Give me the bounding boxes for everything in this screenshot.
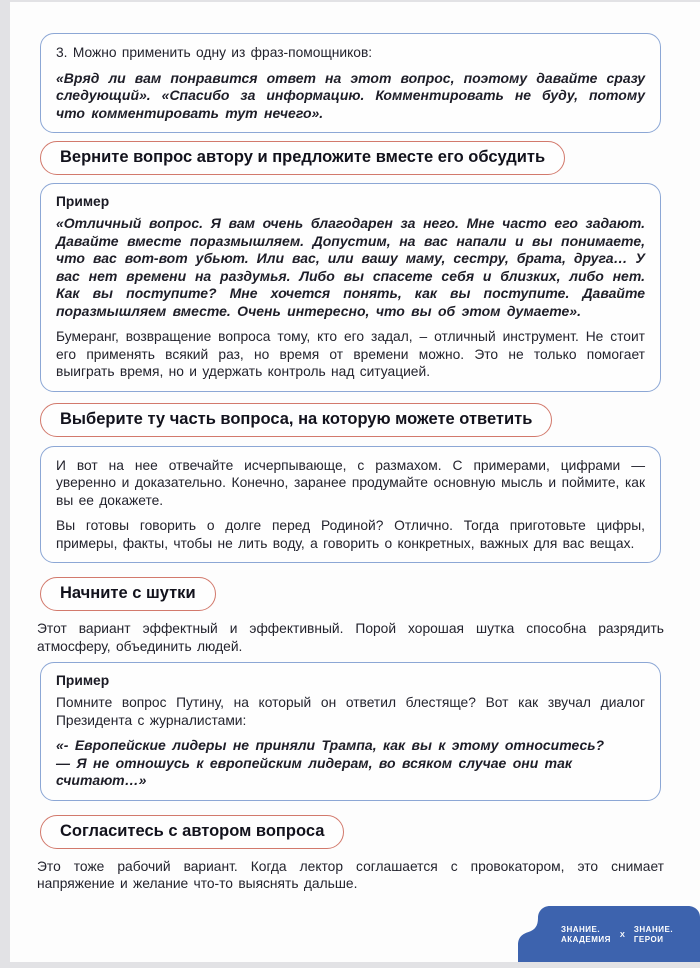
example-box-return-question: [40, 183, 661, 392]
section-title-text: Согласитесь с автором вопроса: [60, 821, 325, 840]
joke-dialog: [56, 737, 645, 790]
joke-example-intro: Помните вопрос Путину, на который он ответил блестяще? Вот как звучал диалог Президента с журналистами:: [56, 695, 645, 728]
phrase-helpers-box: [40, 33, 661, 133]
boomerang-comment: Бумеранг, возвращение вопроса тому, кто его задал, – отличный инструмент. Не стоит его применять всякий раз, но время от времени можно. Это не только помогает выиграть время, но и удержать контроль над ситуацией.: [56, 329, 645, 379]
answer-part-box: [40, 446, 661, 564]
answer-part-para1: И вот на нее отвечайте исчерпывающе, с размахом. С примерами, цифрами — уверенно и доказательно. Конечно, заранее продумайте основную мысль и поймите, как вы ее докажете.: [56, 457, 645, 508]
brand-line: АКАДЕМИЯ: [560, 934, 611, 944]
section-title-agree: [40, 815, 344, 849]
section-title-joke: [40, 577, 216, 611]
dialog-line-1: «- Европейские лидеры не приняли Трампа, как вы к этому относитесь?: [56, 737, 605, 753]
joke-paragraph: Этот вариант эффектный и эффективный. Порой хорошая шутка способна разрядить атмосферу, объединить людей.: [37, 621, 664, 654]
section-title-choose-part: [40, 403, 552, 437]
phrase-helpers-quote: «Вряд ли вам понравится ответ на этот вопрос, поэтому давайте сразу следующий». «Спасибо за информацию. Комментировать не буду, потому что комментировать тут нечего».: [56, 69, 645, 121]
brand-line: ГЕРОИ: [633, 934, 664, 944]
answer-part-para2: Вы готовы говорить о долге перед Родиной? Отлично. Тогда приготовьте цифры, примеры, факты, чтобы не лить воду, а говорить о конкретных, важных для вас вещах.: [56, 518, 645, 551]
agree-paragraph: Это тоже рабочий вариант. Когда лектор соглашается с провокатором, это снимает напряжение и желание что-то выяснять дальше.: [37, 858, 664, 891]
phrase-helpers-lead: 3. Можно применить одну из фраз-помощников:: [56, 45, 373, 60]
znanie-geroi-logo: [634, 925, 673, 944]
example-label: Пример: [56, 673, 110, 688]
example-box-joke: [40, 662, 661, 801]
brand-line: ЗНАНИЕ.: [633, 925, 674, 934]
section-title-text: Выберите ту часть вопроса, на которую можете ответить: [60, 409, 533, 428]
znanie-akademia-logo: [561, 925, 611, 944]
example-label: Пример: [56, 194, 110, 209]
section-title-return-question: [40, 141, 565, 175]
example-quote: «Отличный вопрос. Я вам очень благодарен за него. Мне часто его задают. Давайте вместе поразмышляем. Допустим, на вас напали и вы понимаете, что вас вот-вот убьют. Или вас, или вашу маму, сестру, брата, друга… У вас нет времени на раздумья. Либо вы спасете себя и близких, либо нет. Как вы поступите? Мне хочется понять, как вы поступите. Давайте поразмышляем вместе. Очень интересно, что вы об этом думаете».: [56, 215, 645, 319]
document-page: [10, 2, 700, 962]
brand-x-separator: Х: [619, 930, 625, 939]
badge-content: [512, 903, 700, 962]
section-title-text: Начните с шутки: [60, 584, 196, 602]
section-title-text: Верните вопрос автору и предложите вместе его обсудить: [60, 148, 546, 166]
znanie-logo-badge: [512, 903, 700, 962]
brand-line: ЗНАНИЕ.: [560, 925, 601, 934]
dialog-line-2: — Я не отношусь к европейским лидерам, во всяком случае они так считают…»: [56, 754, 573, 788]
